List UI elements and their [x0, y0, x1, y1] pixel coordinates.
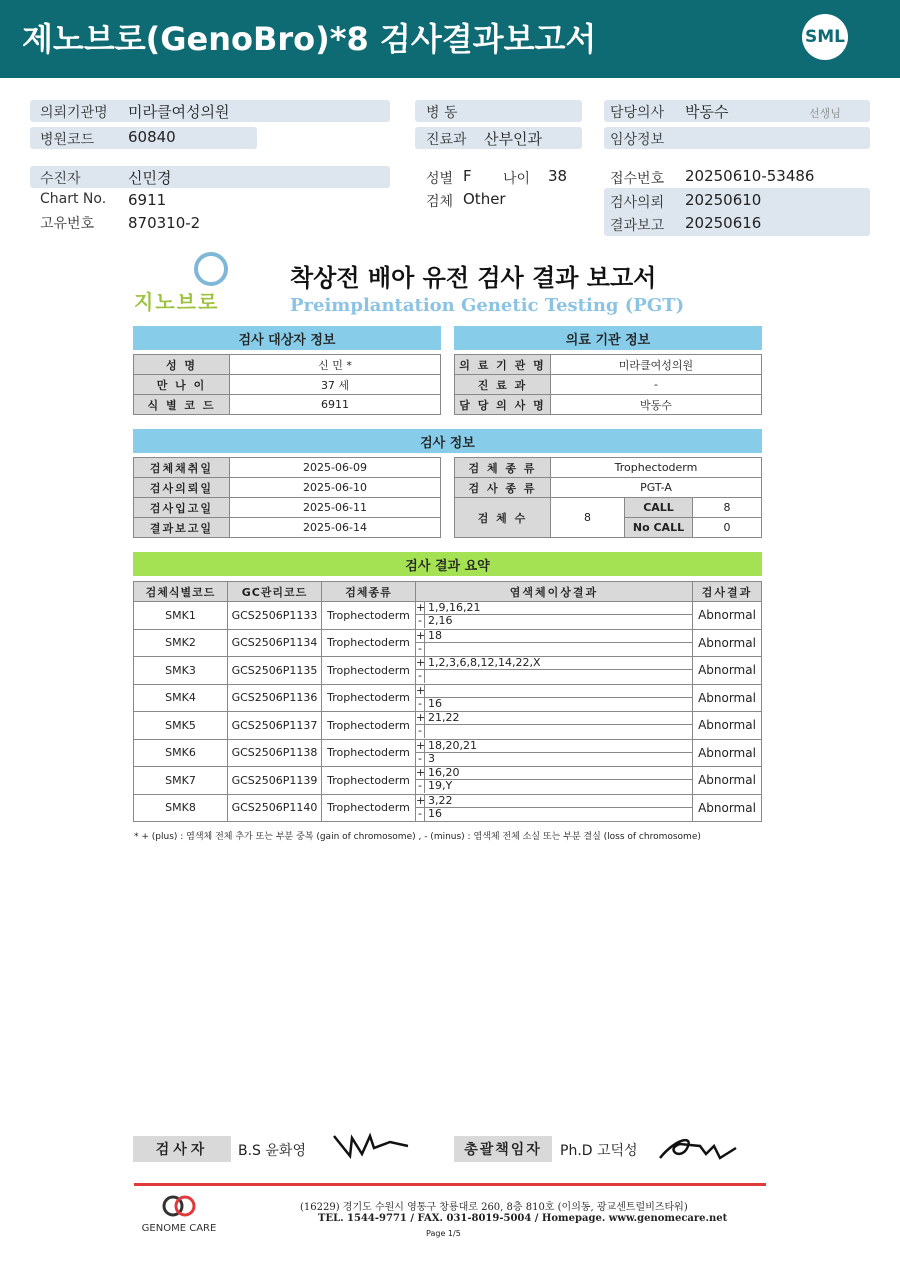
plus-line: + 18,20,21: [416, 740, 692, 753]
id-value: 870310-2: [128, 214, 201, 232]
plus-line: + 1,9,16,21: [416, 602, 692, 615]
report-subtitle: Preimplantation Genetic Testing (PGT): [290, 295, 685, 316]
table-row: 검체채취일 2025-06-09: [134, 458, 441, 478]
table-row: SMK3 GCS2506P1135 Trophectoderm + 1,2,3,6,8,12,14,22,X - Abnormal: [134, 657, 762, 685]
minus-line: -: [416, 643, 692, 656]
sex-value: F: [463, 167, 472, 185]
tester-name: B.S 윤화영: [238, 1143, 306, 1159]
table-row: 결과보고일 2025-06-14: [134, 518, 441, 538]
table-row: No CALL 0: [455, 518, 762, 538]
table-row: 식 별 코 드 6911: [134, 395, 441, 415]
legend-note: * + (plus) : 염색체 전체 추가 또는 부분 중복 (gain of chromosome) , - (minus) : 염색체 전체 소실 또는 부분 결실 (loss of chromosome): [134, 832, 701, 842]
plus-line: +: [416, 685, 692, 698]
code-value: 60840: [128, 128, 176, 146]
ward-label: 병 동: [426, 105, 458, 121]
table-row: SMK2 GCS2506P1134 Trophectoderm + 18 - Abnormal: [134, 629, 762, 657]
chief-signature: [656, 1128, 740, 1164]
chart-value: 6911: [128, 191, 167, 209]
minus-line: -: [416, 725, 692, 738]
clinical-label: 임상정보: [610, 132, 665, 148]
summary-header: 검사 결과 요약: [133, 552, 762, 576]
page-title: 제노브로(GenoBro)*8 검사결과보고서: [22, 20, 597, 58]
age-label: 나이: [503, 171, 531, 187]
chart-label: Chart No.: [40, 191, 107, 207]
doctor-value: 박동수: [685, 103, 729, 121]
specimen-label: 검체: [426, 194, 454, 210]
table-row: 성 명 신 민 *: [134, 355, 441, 375]
table-row: 검 체 수 8 CALL 8: [455, 498, 762, 518]
sml-logo: SML: [802, 14, 848, 60]
tester-signature: [330, 1128, 414, 1162]
dept-value: 산부인과: [484, 130, 542, 148]
summary-table: [133, 581, 762, 822]
chromosome-result: [416, 739, 693, 767]
table-row: 검 사 종 류 PGT-A: [455, 478, 762, 498]
report-label: 결과보고: [610, 218, 665, 234]
chromosome-result: [416, 629, 693, 657]
chief-name: Ph.D 고덕성: [560, 1143, 638, 1159]
test-info-header: 검사 정보: [133, 429, 762, 453]
table-row: SMK5 GCS2506P1137 Trophectoderm + 21,22 - Abnormal: [134, 712, 762, 740]
chromosome-result: [416, 684, 693, 712]
report-value: 20250616: [685, 214, 762, 232]
sex-label: 성별: [426, 171, 454, 187]
plus-line: + 16,20: [416, 767, 692, 780]
table-row: SMK7 GCS2506P1139 Trophectoderm + 16,20 - 19,Y Abnormal: [134, 767, 762, 795]
report-title: 착상전 배아 유전 검사 결과 보고서: [290, 264, 657, 292]
subject-table: [133, 354, 441, 415]
patient-label: 수진자: [40, 171, 81, 187]
footer-contact: TEL. 1544-9771 / FAX. 031-8019-5004 / Homepage. www.genomecare.net: [318, 1213, 728, 1224]
minus-line: - 16: [418, 696, 442, 710]
chromosome-result: [416, 602, 693, 630]
doctor-label: 담당의사: [610, 105, 665, 121]
chromosome-result: [416, 657, 693, 685]
table-row: 담 당 의 사 명 박동수: [455, 395, 762, 415]
chief-label: 총괄책임자: [454, 1136, 552, 1162]
table-row: 만 나 이 37 세: [134, 375, 441, 395]
hospital-label: 의뢰기관명: [40, 105, 108, 121]
minus-line: -: [416, 670, 692, 683]
table-row: SMK4 GCS2506P1136 Trophectoderm + - 16 Abnormal: [134, 684, 762, 712]
table-header-row: 검체식별코드 GC관리코드 검체종류 염색체이상결과 검사결과: [134, 582, 762, 602]
age-value: 38: [548, 167, 568, 185]
table-row: SMK8 GCS2506P1140 Trophectoderm + 3,22 - 16 Abnormal: [134, 794, 762, 822]
table-row: 의 료 기 관 명 미라클여성의원: [455, 355, 762, 375]
hospital-value: 미라클여성의원: [128, 103, 230, 121]
id-label: 고유번호: [40, 216, 95, 232]
request-label: 검사의뢰: [610, 195, 665, 211]
dna-icon: [194, 252, 228, 286]
subject-header: 검사 대상자 정보: [133, 326, 441, 350]
tester-label: 검사자: [133, 1136, 231, 1162]
institution-header: 의료 기관 정보: [454, 326, 762, 350]
plus-line: + 18: [416, 630, 692, 643]
table-row: 검사입고일 2025-06-11: [134, 498, 441, 518]
page-number: Page 1/5: [426, 1229, 461, 1238]
footer-divider: [134, 1183, 766, 1186]
patient-value: 신민경: [128, 169, 172, 187]
table-row: 검 체 종 류 Trophectoderm: [455, 458, 762, 478]
genobro-logo: 지노브로: [134, 252, 249, 314]
plus-line: + 21,22: [416, 712, 692, 725]
test-dates-table: [133, 457, 441, 538]
code-label: 병원코드: [40, 132, 95, 148]
chromosome-result: [416, 712, 693, 740]
minus-line: - 3: [418, 751, 435, 765]
genomecare-icon: [162, 1195, 196, 1217]
receipt-label: 접수번호: [610, 171, 665, 187]
patient-pill: [30, 166, 390, 188]
chromosome-result: [416, 767, 693, 795]
specimen-value: Other: [463, 190, 506, 208]
table-row: SMK1 GCS2506P1133 Trophectoderm + 1,9,16,21 - 2,16 Abnormal: [134, 602, 762, 630]
minus-line: - 16: [418, 806, 442, 820]
doctor-suffix: 선생님: [809, 107, 841, 120]
table-row: 진 료 과 -: [455, 375, 762, 395]
plus-line: + 3,22: [416, 795, 692, 808]
institution-table: [454, 354, 762, 415]
chromosome-result: [416, 794, 693, 822]
minus-line: - 2,16: [418, 614, 453, 628]
table-row: 검사의뢰일 2025-06-10: [134, 478, 441, 498]
footer-address: (16229) 경기도 수원시 영통구 창룡대로 260, 8층 810호 (이의동, 광교센트럴비즈타워): [300, 1202, 688, 1213]
test-specimen-table: [454, 457, 762, 538]
table-row: SMK6 GCS2506P1138 Trophectoderm + 18,20,21 - 3 Abnormal: [134, 739, 762, 767]
header-bar: [0, 0, 900, 78]
dept-label: 진료과: [426, 132, 467, 148]
genomecare-logo: GENOME CARE: [134, 1195, 224, 1234]
plus-line: + 1,2,3,6,8,12,14,22,X: [416, 657, 692, 670]
minus-line: - 19,Y: [418, 779, 453, 793]
request-value: 20250610: [685, 191, 762, 209]
receipt-value: 20250610-53486: [685, 167, 815, 185]
